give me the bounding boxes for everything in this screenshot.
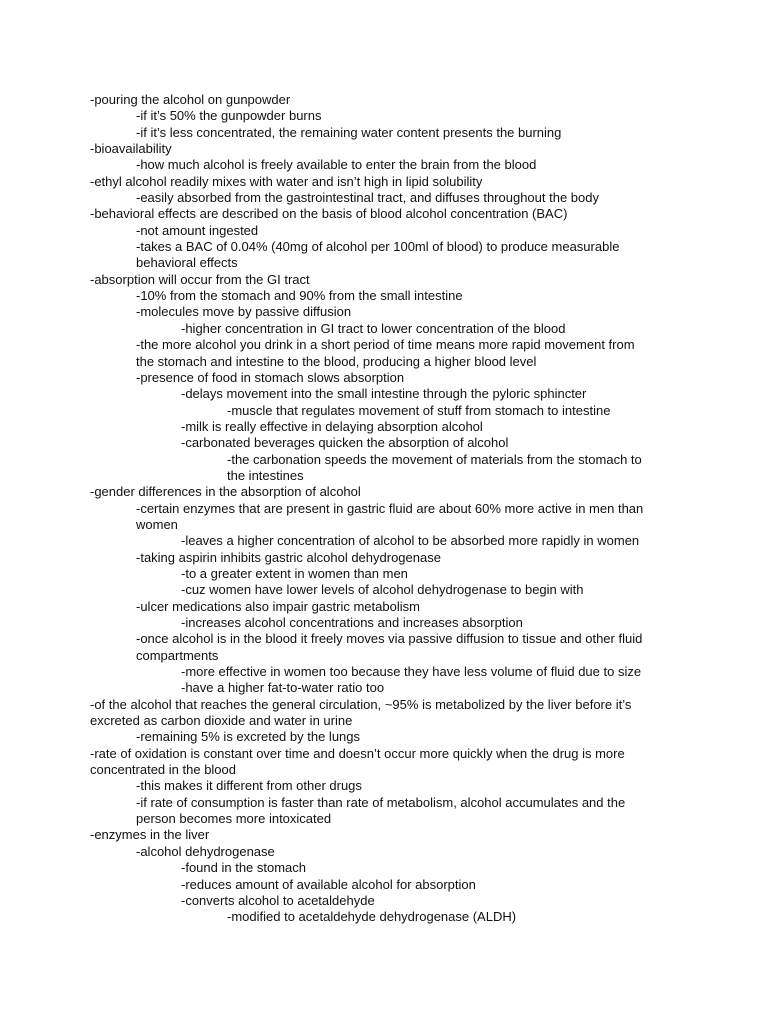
note-line: -if it’s 50% the gunpowder burns <box>136 108 322 124</box>
note-line: -alcohol dehydrogenase <box>136 843 275 859</box>
document-page <box>0 92 768 926</box>
note-line: -enzymes in the liver <box>90 827 210 843</box>
note-line: excreted as carbon dioxide and water in urine <box>90 713 353 729</box>
note-line: -converts alcohol to acetaldehyde <box>181 892 375 908</box>
note-line: -behavioral effects are described on the basis of blood alcohol concentration (BAC) <box>90 206 568 222</box>
note-line: -delays movement into the small intestine through the pyloric sphincter <box>181 386 587 402</box>
note-line: -easily absorbed from the gastrointestinal tract, and diffuses throughout the body <box>136 190 599 206</box>
note-line: -the more alcohol you drink in a short period of time means more rapid movement from <box>136 337 635 353</box>
note-line: -not amount ingested <box>136 222 259 238</box>
note-line: the stomach and intestine to the blood, producing a higher blood level <box>136 353 537 369</box>
note-line: -if rate of consumption is faster than rate of metabolism, alcohol accumulates and the <box>136 794 626 810</box>
note-line: -presence of food in stomach slows absorption <box>136 369 405 385</box>
note-line: -leaves a higher concentration of alcohol to be absorbed more rapidly in women <box>181 533 640 549</box>
note-line: the intestines <box>227 467 304 483</box>
note-line: -gender differences in the absorption of alcohol <box>90 484 361 500</box>
note-line: -ulcer medications also impair gastric metabolism <box>136 598 420 614</box>
note-line: person becomes more intoxicated <box>136 811 332 827</box>
note-line: -more effective in women too because they have less volume of fluid due to size <box>181 664 642 680</box>
note-line: -once alcohol is in the blood it freely moves via passive diffusion to tissue and other fluid <box>136 631 643 647</box>
note-line: -higher concentration in GI tract to lower concentration of the blood <box>181 320 566 336</box>
note-line: compartments <box>136 647 219 663</box>
note-line: -bioavailability <box>90 141 172 157</box>
note-line: -cuz women have lower levels of alcohol dehydrogenase to begin with <box>181 582 584 598</box>
note-line: women <box>136 516 178 532</box>
note-line: -reduces amount of available alcohol for absorption <box>181 876 476 892</box>
note-line: behavioral effects <box>136 255 238 271</box>
note-line: -pouring the alcohol on gunpowder <box>90 92 291 107</box>
note-line: -muscle that regulates movement of stuff from stomach to intestine <box>227 402 611 418</box>
note-line: -the carbonation speeds the movement of materials from the stomach to <box>227 451 642 467</box>
note-line: -modified to acetaldehyde dehydrogenase (ALDH) <box>227 909 517 925</box>
note-line: -have a higher fat-to-water ratio too <box>181 680 385 696</box>
note-line: -found in the stomach <box>181 860 307 876</box>
note-line: -certain enzymes that are present in gastric fluid are about 60% more active in men than <box>136 500 644 516</box>
note-line: -carbonated beverages quicken the absorption of alcohol <box>181 435 509 451</box>
note-line: -10% from the stomach and 90% from the small intestine <box>136 288 463 304</box>
note-line: -ethyl alcohol readily mixes with water and isn’t high in lipid solubility <box>90 173 483 189</box>
note-line: -molecules move by passive diffusion <box>136 304 352 320</box>
note-line: -remaining 5% is excreted by the lungs <box>136 729 361 745</box>
note-line: -takes a BAC of 0.04% (40mg of alcohol per 100ml of blood) to produce measurable <box>136 239 620 255</box>
note-line: -increases alcohol concentrations and increases absorption <box>181 615 523 630</box>
note-line: -rate of oxidation is constant over time and doesn’t occur more quickly when the drug is more <box>90 745 625 761</box>
note-line: -of the alcohol that reaches the general circulation, ~95% is metabolized by the liver before it’s <box>90 696 632 712</box>
note-line: -absorption will occur from the GI tract <box>90 271 310 287</box>
note-line: -this makes it different from other drugs <box>136 778 362 794</box>
note-line: -taking aspirin inhibits gastric alcohol dehydrogenase <box>136 549 441 565</box>
note-line: -to a greater extent in women than men <box>181 565 408 581</box>
note-line: -if it’s less concentrated, the remaining water content presents the burning <box>136 124 562 140</box>
note-line: -how much alcohol is freely available to enter the brain from the blood <box>136 157 537 173</box>
note-line: concentrated in the blood <box>90 762 236 778</box>
note-line: -milk is really effective in delaying absorption alcohol <box>181 418 483 434</box>
